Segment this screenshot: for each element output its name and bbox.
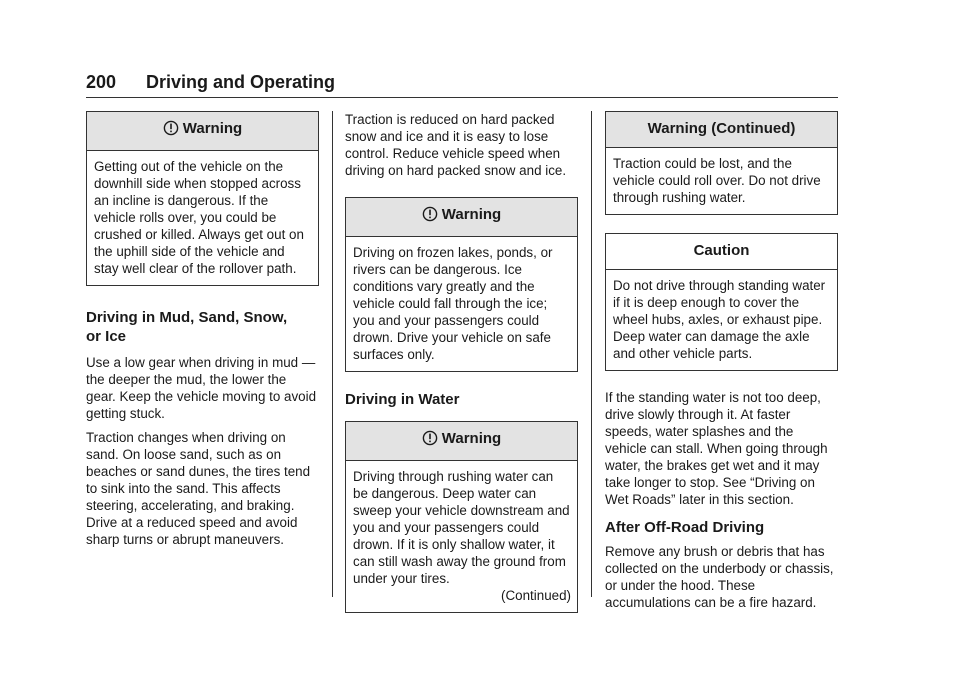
caution-text: Do not drive through standing water if it is deep enough to cover the wheel hubs, axles, or exhaust pipe. Deep water can damage the axle and other vehicle parts. xyxy=(613,278,826,361)
warning-text: Traction could be lost, and the vehicle could roll over. Do not drive through rushing water. xyxy=(613,156,821,205)
caution-label: Caution xyxy=(693,242,750,259)
warning-icon xyxy=(422,430,438,451)
warning-header xyxy=(346,198,577,237)
column-2 xyxy=(345,111,578,613)
warning-icon xyxy=(422,206,438,227)
caution-box xyxy=(605,233,838,371)
section-title: Driving and Operating xyxy=(146,72,336,92)
warning-box xyxy=(345,197,578,372)
caution-body xyxy=(606,270,837,370)
column-divider xyxy=(591,111,592,597)
warning-text: Driving through rushing water can be dangerous. Deep water can sweep your vehicle downstream and you and your passengers could drown. If it is only shallow water, it can still wash away the ground from under your tires. xyxy=(353,469,570,586)
warning-body xyxy=(346,461,577,612)
warning-box xyxy=(605,111,838,215)
warning-header xyxy=(346,422,577,461)
header-rule xyxy=(86,97,838,98)
warning-body xyxy=(87,151,318,285)
page-header xyxy=(86,70,838,100)
page-number: 200 xyxy=(86,72,117,92)
section-heading: Driving in Water xyxy=(345,391,460,408)
body-paragraph: If the standing water is not too deep, drive slowly through it. At faster speeds, water splashes and the vehicle can stall. When going through water, the brakes get wet and it may take longer to stop. See “Driving on Wet Roads” later in this section. xyxy=(605,390,828,507)
warning-box xyxy=(86,111,319,286)
warning-label: Warning xyxy=(182,120,243,137)
body-paragraph: Remove any brush or debris that has collected on the underbody or chassis, or under the hood. These accumulations can be a fire hazard. xyxy=(605,544,834,610)
section-heading: Driving in Mud, Sand, Snow, or Ice xyxy=(86,309,288,345)
warning-text: Driving on frozen lakes, ponds, or rivers can be dangerous. Ice conditions vary greatly and the vehicle could fall through the ice; you and your passengers could drown. Drive your vehicle on safe surfaces only. xyxy=(353,245,553,362)
warning-label: Warning xyxy=(441,206,502,223)
warning-icon xyxy=(163,120,179,141)
caution-header xyxy=(606,234,837,270)
column-3 xyxy=(605,111,838,618)
warning-box xyxy=(345,421,578,613)
body-paragraph: Traction changes when driving on sand. On loose sand, such as on beaches or sand dunes, the tires tend to sink into the sand. This affects steering, accelerating, and braking. Drive at a reduced speed and avoid sharp turns or abrupt maneuvers. xyxy=(86,430,311,547)
column-1 xyxy=(86,111,319,555)
warning-header xyxy=(87,112,318,151)
column-divider xyxy=(332,111,333,597)
warning-body xyxy=(346,237,577,371)
warning-label: Warning (Continued) xyxy=(647,120,796,137)
warning-text: Getting out of the vehicle on the downhill side when stopped across an incline is dangerous. If the vehicle rolls over, you could be crushed or killed. Always get out on the uphill side of the vehicle and stay well clear of the rollover path. xyxy=(94,159,304,276)
section-heading: After Off-Road Driving xyxy=(605,519,765,536)
body-paragraph: Traction is reduced on hard packed snow and ice and it is easy to lose control. Reduce vehicle speed when driving on hard packed snow and ice. xyxy=(345,112,567,178)
body-paragraph: Use a low gear when driving in mud — the deeper the mud, the lower the gear. Keep the vehicle moving to avoid getting stuck. xyxy=(86,355,317,421)
warning-header xyxy=(606,112,837,148)
continued-label: (Continued) xyxy=(501,588,571,603)
warning-label: Warning xyxy=(441,430,502,447)
warning-body xyxy=(606,148,837,214)
